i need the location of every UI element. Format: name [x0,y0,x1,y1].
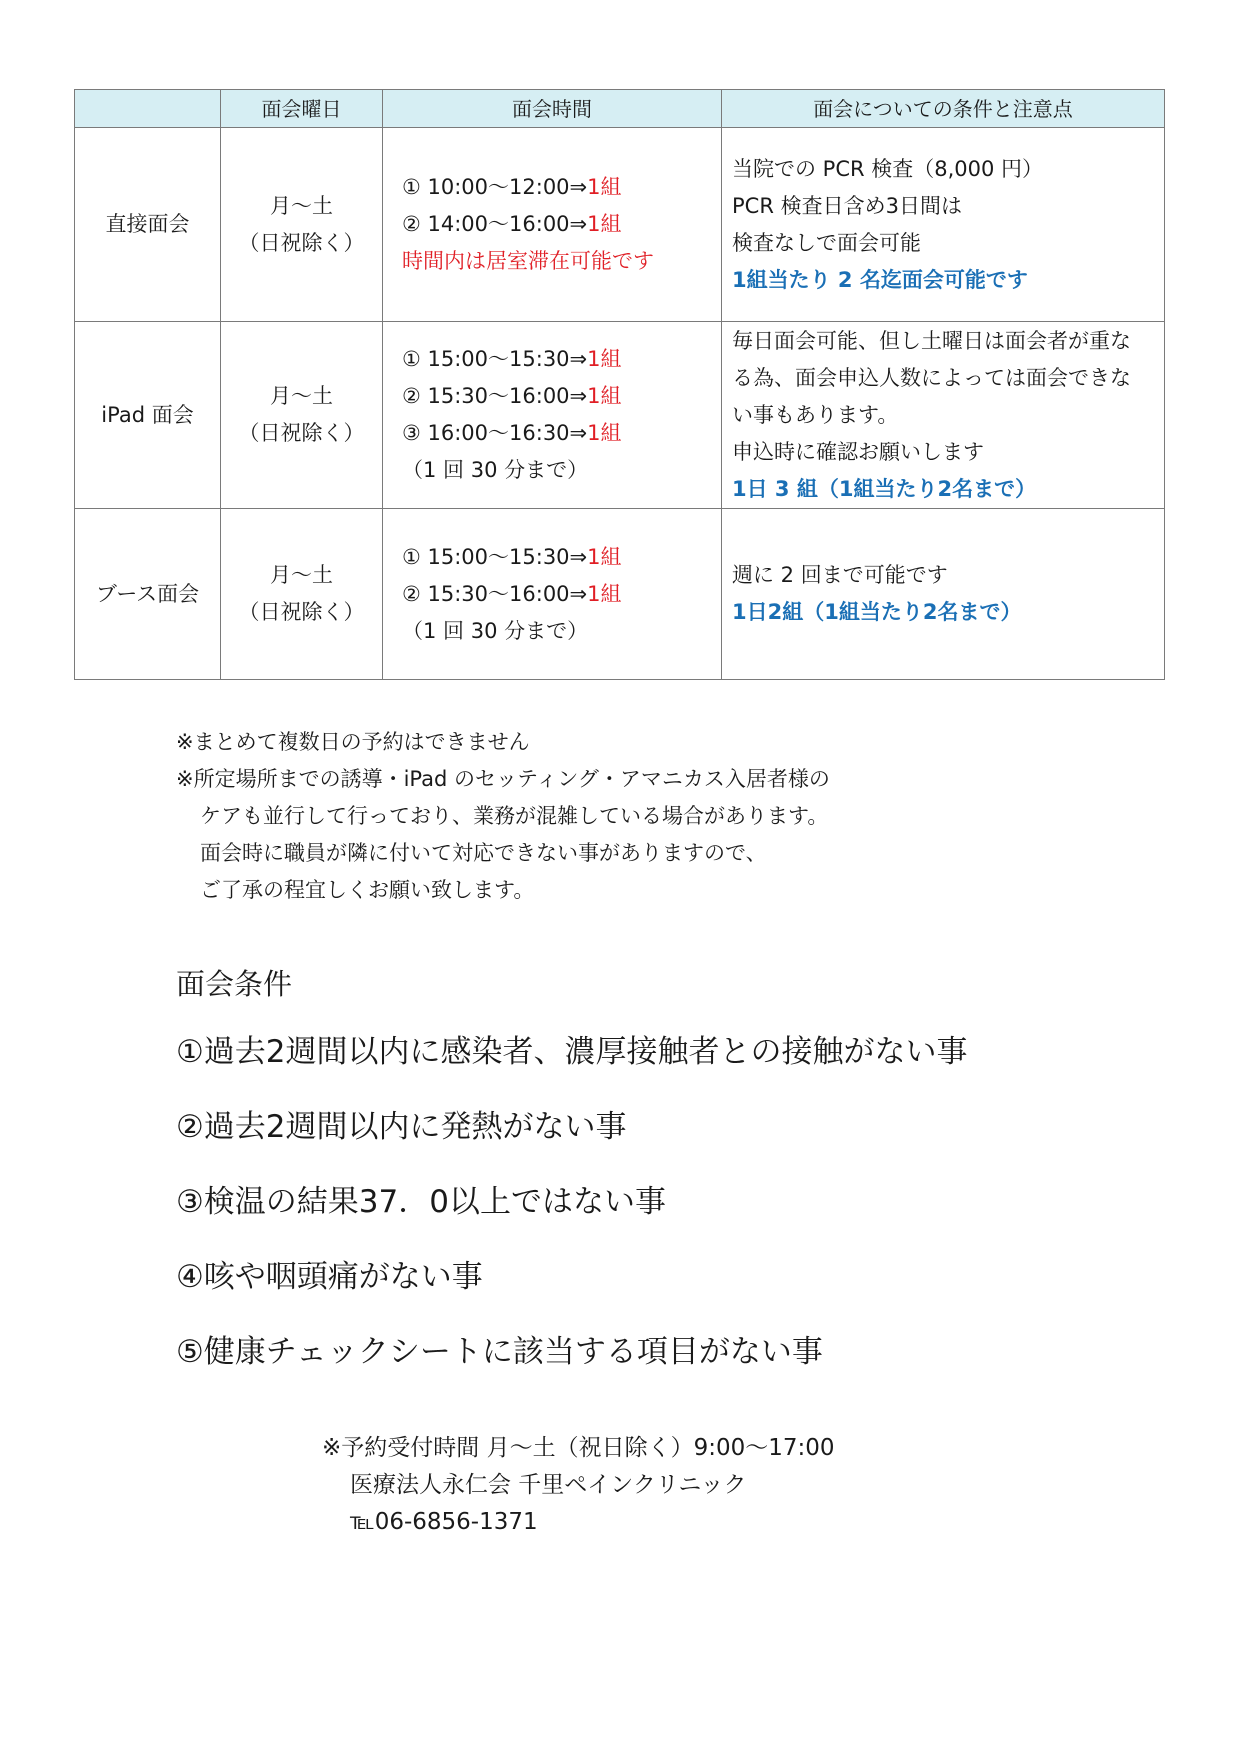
visit-type: iPad 面会 [75,322,221,509]
header-cell-notes: 面会についての条件と注意点 [722,90,1165,128]
note-line: る為、面会申込人数によっては面会できな [732,365,1131,390]
time-slot-range: ② 14:00～16:00⇒ [402,212,588,236]
visit-notes [722,322,1165,509]
table-header-row [75,90,1165,128]
table-row [75,509,1165,680]
note-line: 週に 2 回まで可能です [732,563,948,587]
time-slot [402,341,721,378]
note-line: ご了承の程宜しくお願い致します。 [200,878,535,902]
header-cell-blank [75,90,221,128]
time-slot-count: 1組 [587,544,622,569]
time-slot-count: 1組 [587,581,622,606]
days-exclusion: （日祝除く） [238,230,365,255]
days-exclusion: （日祝除く） [238,421,365,445]
time-note-red: 時間内は居室滞在可能です [402,249,654,273]
table-row [75,128,1165,322]
time-slot-count: 1組 [587,384,622,408]
note-line: 面会時に職員が隣に付いて対応できない事がありますので、 [200,841,767,865]
time-slot [402,576,721,613]
note-line: 申込時に確認お願いします [732,439,984,464]
contact-info [322,1430,835,1541]
time-slot-range: ① 15:00～15:30⇒ [402,544,588,569]
time-slot-count: 1組 [587,175,622,199]
days-text: 月～土 [270,384,333,408]
visit-days [221,322,383,509]
note-line: 検査なしで面会可能 [732,230,921,255]
time-note: （1 回 30 分まで） [402,458,589,482]
note-line: 毎日面会可能、但し土曜日は面会者が重な [732,328,1131,353]
days-text: 月～土 [270,193,333,218]
conditions-list [176,1032,968,1407]
note-line: ※まとめて複数日の予約はできません [176,730,530,754]
condition-item: ④咳や咽頭痛がない事 [176,1259,483,1295]
clinic-name: 医療法人永仁会 千里ペインクリニック [350,1472,747,1498]
note-highlight: 1日2組（1組当たり2名まで） [732,600,1022,624]
time-slot [402,539,721,576]
visit-times [383,509,722,680]
time-slot-count: 1組 [587,421,622,445]
time-slot [402,415,721,452]
reservation-hours: ※予約受付時間 月～土（祝日除く）9:00～17:00 [322,1435,835,1461]
time-slot-count: 1組 [587,212,622,236]
time-slot [402,169,721,206]
condition-item: ③検温の結果37．0以上ではない事 [176,1184,666,1220]
conditions-title: 面会条件 [176,967,293,1001]
visit-days [221,509,383,680]
header-cell-days: 面会曜日 [221,90,383,128]
time-slot-range: ③ 16:00～16:30⇒ [402,421,588,445]
note-highlight: 1日 3 組（1組当たり2名まで） [732,476,1037,501]
note-highlight: 1組当たり 2 名迄面会可能です [732,267,1028,292]
time-slot-range: ① 10:00～12:00⇒ [402,175,588,199]
header-cell-time: 面会時間 [383,90,722,128]
visit-type: ブース面会 [75,509,221,680]
visit-days [221,128,383,322]
visit-times [383,128,722,322]
time-note: （1 回 30 分まで） [402,618,589,643]
condition-item: ②過去2週間以内に発熱がない事 [176,1109,627,1145]
phone-number: ℡06-6856-1371 [350,1509,538,1535]
visit-times [383,322,722,509]
days-text: 月～土 [270,563,333,587]
visit-type: 直接面会 [75,128,221,322]
time-slot-range: ② 15:30～16:00⇒ [402,384,588,408]
time-slot-range: ① 15:00～15:30⇒ [402,347,588,371]
time-slot [402,206,721,243]
time-slot-range: ② 15:30～16:00⇒ [402,581,588,606]
table-row [75,322,1165,509]
condition-item: ⑤健康チェックシートに該当する項目がない事 [176,1334,823,1370]
days-exclusion: （日祝除く） [238,600,365,624]
note-line: ケアも並行して行っており、業務が混雑している場合があります。 [200,804,829,828]
note-line: PCR 検査日含め3日間は [732,193,962,218]
note-line: ※所定場所までの誘導・iPad のセッティング・アマニカス入居者様の [176,767,830,791]
note-line: い事もあります。 [732,402,899,427]
time-slot [402,378,721,415]
visit-schedule-table [74,89,1165,680]
time-slot-count: 1組 [587,347,622,371]
visit-notes [722,128,1165,322]
condition-item: ①過去2週間以内に感染者、濃厚接触者との接触がない事 [176,1034,968,1070]
visit-notes [722,509,1165,680]
note-line: 当院での PCR 検査（8,000 円） [732,156,1044,181]
reservation-notes [176,724,1076,909]
